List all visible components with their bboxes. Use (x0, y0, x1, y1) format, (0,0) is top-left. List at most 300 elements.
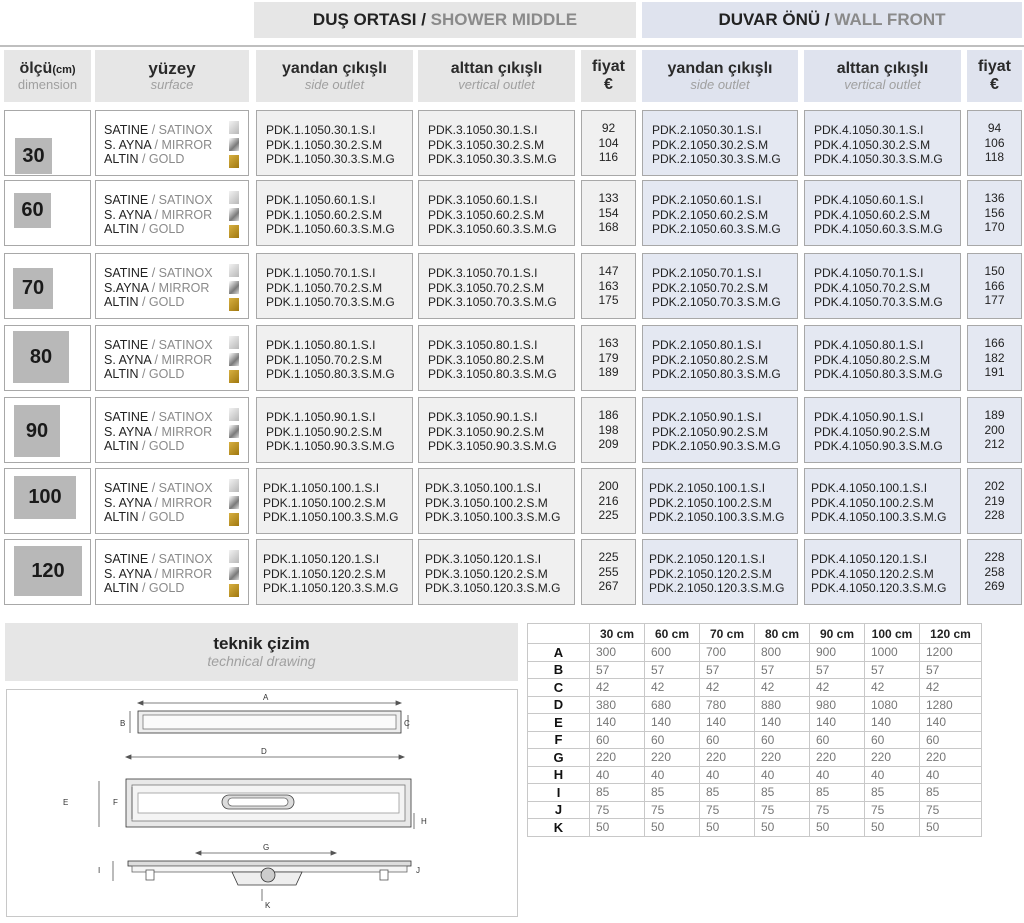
price-value: 94 (987, 121, 1002, 135)
header-wall-price-tr: fiyat (978, 58, 1011, 76)
code-list (425, 481, 560, 525)
header-surface-en: surface (150, 77, 194, 93)
surface-list (104, 338, 213, 382)
surface-tr: SATINE (104, 338, 149, 352)
dim-column-header: 60 cm (645, 624, 700, 644)
surface-swatch (229, 264, 239, 277)
wall-vertical-outlet-cell (804, 253, 961, 319)
price-value: 106 (984, 135, 1005, 150)
dim-row-label: F (528, 731, 590, 749)
surface-swatch (229, 496, 239, 509)
middle-price-cell (581, 180, 636, 246)
wall-price-cell (967, 180, 1022, 246)
surface-en-text: MIRROR (161, 495, 213, 510)
dim-value: 980 (810, 696, 865, 714)
surface-tr: SATINE (104, 481, 149, 495)
surface-swatch (229, 584, 239, 597)
middle-side-outlet-cell (256, 110, 413, 176)
product-code: PDK.2.1050.80.3.S.M.G (652, 367, 781, 381)
wall-side-outlet-cell (642, 468, 798, 534)
dim-value: 57 (920, 661, 982, 679)
surface-en-text: GOLD (148, 581, 185, 595)
dim-value: 220 (810, 749, 865, 767)
surface-en: / MIRROR (151, 495, 213, 510)
product-code: PDK.3.1050.100.1.S.I (425, 481, 542, 495)
dim-row (528, 714, 982, 732)
product-code: PDK.1.1050.80.3.S.M.G (266, 367, 395, 381)
code-list (428, 266, 557, 310)
price-value: 219 (984, 493, 1005, 508)
header-wall-vert-en: vertical outlet (844, 76, 921, 92)
code-list (263, 481, 398, 525)
technical-drawing-title (5, 623, 518, 681)
dim-value: 57 (645, 661, 700, 679)
surface-en-text: GOLD (148, 510, 185, 524)
product-code: PDK.2.1050.90.3.S.M.G (652, 439, 781, 453)
dim-value: 600 (645, 644, 700, 662)
surface-tr: ALTIN (104, 510, 139, 524)
middle-vertical-outlet-cell (418, 253, 575, 319)
product-code: PDK.4.1050.90.1.S.I (814, 410, 924, 424)
product-code: PDK.2.1050.100.2.S.M (649, 495, 772, 510)
header-rule (0, 45, 1024, 47)
product-code: PDK.3.1050.80.3.S.M.G (428, 367, 557, 381)
dim-value: 40 (865, 766, 920, 784)
product-code: PDK.4.1050.30.1.S.I (814, 123, 924, 137)
dim-corner (528, 624, 590, 644)
product-code: PDK.1.1050.100.1.S.I (263, 481, 380, 495)
drawing-label-d: D (261, 747, 267, 756)
drawing-label-h: H (421, 817, 427, 826)
surface-en: / GOLD (138, 510, 185, 524)
surface-en: / MIRROR (151, 137, 213, 152)
size-cell (4, 468, 91, 534)
code-list (266, 266, 395, 310)
middle-price-cell (581, 539, 636, 605)
product-code: PDK.2.1050.60.3.S.M.G (652, 222, 781, 236)
dim-value: 60 (920, 731, 982, 749)
surface-cell (95, 180, 249, 246)
surface-en-text: GOLD (148, 367, 185, 381)
surface-en-text: SATINOX (158, 410, 213, 424)
price-value: 212 (984, 437, 1005, 451)
code-list (814, 193, 943, 237)
dim-value: 57 (590, 661, 645, 679)
price-value: 258 (984, 564, 1005, 579)
product-code: PDK.1.1050.120.3.S.M.G (263, 581, 399, 595)
surface-item (104, 123, 213, 138)
surface-en: / MIRROR (151, 424, 213, 439)
header-mid-side (256, 50, 413, 102)
price-value: 170 (984, 220, 1005, 234)
surface-swatch (229, 336, 239, 349)
surface-tr: S. AYNA (104, 207, 152, 222)
dim-row (528, 644, 982, 662)
product-code: PDK.2.1050.70.1.S.I (652, 266, 762, 280)
product-code: PDK.1.1050.30.1.S.I (266, 123, 376, 137)
dim-value: 85 (755, 784, 810, 802)
price-list (582, 550, 635, 594)
product-code: PDK.1.1050.90.1.S.I (266, 410, 376, 424)
size-cell (4, 253, 91, 319)
surface-en-text: GOLD (148, 295, 185, 309)
dim-value: 140 (865, 714, 920, 732)
surface-swatch (229, 550, 239, 563)
product-code: PDK.4.1050.60.3.S.M.G (814, 222, 943, 236)
price-list (582, 408, 635, 452)
dim-value: 780 (700, 696, 755, 714)
header-wall-vert (804, 50, 961, 102)
drawing-label-b: B (120, 719, 126, 728)
header-mid-side-tr: yandan çıkışlı (282, 60, 387, 78)
dim-value: 880 (755, 696, 810, 714)
price-value: 189 (984, 408, 1005, 422)
dim-value: 60 (700, 731, 755, 749)
product-code: PDK.2.1050.80.2.S.M (652, 352, 769, 367)
price-value: 177 (984, 293, 1005, 307)
dim-value: 40 (645, 766, 700, 784)
size-value: 70 (13, 268, 53, 309)
surface-list (104, 481, 213, 525)
drawing-label-f: F (113, 798, 118, 807)
code-list (814, 266, 943, 310)
dim-value: 1200 (920, 644, 982, 662)
surface-item (104, 281, 213, 296)
surface-en-text: SATINOX (158, 266, 213, 280)
technical-drawing (6, 689, 518, 917)
code-list (814, 410, 943, 454)
product-code: PDK.3.1050.120.2.S.M (425, 566, 548, 581)
product-code: PDK.1.1050.120.1.S.I (263, 552, 380, 566)
dim-value: 57 (810, 661, 865, 679)
price-value: 189 (598, 365, 619, 379)
dim-row (528, 801, 982, 819)
surface-en: / MIRROR (148, 280, 210, 295)
surface-item (104, 510, 213, 525)
product-code: PDK.1.1050.60.1.S.I (266, 193, 376, 207)
dim-value: 300 (590, 644, 645, 662)
drawing-label-k: K (265, 901, 271, 910)
dim-value: 50 (590, 819, 645, 837)
dim-column-header: 120 cm (920, 624, 982, 644)
drawing-label-a: A (263, 693, 269, 702)
product-code: PDK.4.1050.100.2.S.M (811, 495, 934, 510)
dim-header-row (528, 624, 982, 644)
dim-row-label: K (528, 819, 590, 837)
surface-swatch (229, 191, 239, 204)
surface-item (104, 425, 213, 440)
price-value: 147 (598, 264, 619, 278)
code-list (428, 338, 557, 382)
dim-value: 42 (645, 679, 700, 697)
dim-value: 85 (810, 784, 865, 802)
surface-en: / GOLD (138, 295, 185, 309)
surface-en-text: MIRROR (161, 137, 213, 152)
surface-tr: S. AYNA (104, 424, 152, 439)
surface-swatch (229, 370, 239, 383)
product-code: PDK.1.1050.70.2.S.M (266, 352, 383, 367)
price-value: 104 (598, 135, 619, 150)
middle-vertical-outlet-cell (418, 397, 575, 463)
product-code: PDK.1.1050.100.2.S.M (263, 495, 386, 510)
price-value: 150 (984, 264, 1005, 278)
banner-wall-sep: / (820, 10, 835, 29)
price-value: 269 (984, 579, 1005, 593)
header-surface (95, 50, 249, 102)
surface-item (104, 367, 213, 382)
wall-vertical-outlet-cell (804, 110, 961, 176)
product-code: PDK.4.1050.70.2.S.M (814, 280, 931, 295)
product-code: PDK.2.1050.70.2.S.M (652, 280, 769, 295)
price-value: 200 (598, 479, 619, 493)
price-list (582, 264, 635, 308)
surface-en: / GOLD (138, 152, 185, 166)
surface-item (104, 567, 213, 582)
dim-value: 220 (700, 749, 755, 767)
middle-vertical-outlet-cell (418, 110, 575, 176)
code-list (266, 410, 395, 454)
product-code: PDK.2.1050.120.1.S.I (649, 552, 766, 566)
dim-value: 140 (700, 714, 755, 732)
dim-value: 60 (810, 731, 865, 749)
product-code: PDK.3.1050.120.1.S.I (425, 552, 542, 566)
dim-value: 40 (810, 766, 865, 784)
header-mid-vert-en: vertical outlet (458, 76, 535, 92)
wall-side-outlet-cell (642, 539, 798, 605)
middle-vertical-outlet-cell (418, 468, 575, 534)
dim-value: 50 (865, 819, 920, 837)
surface-tr: SATINE (104, 193, 149, 207)
product-code: PDK.4.1050.100.3.S.M.G (811, 510, 947, 524)
dim-row (528, 731, 982, 749)
drawing-label-e: E (63, 798, 69, 807)
price-value: 156 (984, 205, 1005, 220)
surface-tr: S. AYNA (104, 495, 152, 510)
product-code: PDK.1.1050.70.3.S.M.G (266, 295, 395, 309)
drawing-label-g: G (263, 843, 270, 852)
product-code: PDK.3.1050.60.2.S.M (428, 207, 545, 222)
dim-column-header: 70 cm (700, 624, 755, 644)
surface-list (104, 193, 213, 237)
size-value: 120 (14, 546, 82, 596)
header-mid-vert-tr: alttan çıkışlı (450, 60, 543, 78)
dim-value: 42 (865, 679, 920, 697)
price-value: 182 (984, 350, 1005, 365)
price-value: 154 (598, 205, 619, 220)
surface-en-text: MIRROR (161, 566, 213, 581)
surface-list (104, 552, 213, 596)
code-list (814, 123, 943, 167)
product-code: PDK.3.1050.100.3.S.M.G (425, 510, 561, 524)
dim-value: 140 (645, 714, 700, 732)
size-cell (4, 325, 91, 391)
product-code: PDK.3.1050.90.2.S.M (428, 424, 545, 439)
size-value: 30 (15, 138, 52, 174)
code-list (266, 123, 395, 167)
surface-swatch (229, 225, 239, 238)
wall-side-outlet-cell (642, 253, 798, 319)
product-code: PDK.2.1050.60.2.S.M (652, 207, 769, 222)
product-code: PDK.2.1050.90.2.S.M (652, 424, 769, 439)
surface-en-text: SATINOX (158, 481, 213, 495)
wall-vertical-outlet-cell (804, 468, 961, 534)
code-list (266, 338, 395, 382)
price-value: 228 (984, 508, 1005, 522)
code-list (811, 481, 946, 525)
code-list (652, 338, 781, 382)
header-mid-price-sym: € (604, 76, 613, 93)
product-code: PDK.3.1050.120.3.S.M.G (425, 581, 561, 595)
surface-tr: ALTIN (104, 581, 139, 595)
dim-value: 75 (865, 801, 920, 819)
price-value: 186 (598, 408, 619, 422)
price-list (968, 550, 1021, 594)
dim-value: 75 (645, 801, 700, 819)
middle-vertical-outlet-cell (418, 539, 575, 605)
header-mid-price-tr: fiyat (592, 58, 625, 76)
wall-side-outlet-cell (642, 110, 798, 176)
banner-middle-sep: / (416, 10, 431, 29)
surface-item (104, 222, 213, 237)
wall-vertical-outlet-cell (804, 180, 961, 246)
dim-row-label: D (528, 696, 590, 714)
surface-tr: S.AYNA (104, 280, 149, 295)
dim-column-header: 30 cm (590, 624, 645, 644)
product-code: PDK.3.1050.30.2.S.M (428, 137, 545, 152)
product-code: PDK.4.1050.80.3.S.M.G (814, 367, 943, 381)
surface-en: / SATINOX (148, 338, 213, 352)
surface-swatch (229, 281, 239, 294)
wall-price-cell (967, 397, 1022, 463)
product-code: PDK.4.1050.90.2.S.M (814, 424, 931, 439)
wall-vertical-outlet-cell (804, 325, 961, 391)
dim-value: 85 (590, 784, 645, 802)
header-size-en: dimension (17, 76, 78, 92)
price-value: 267 (598, 579, 619, 593)
middle-side-outlet-cell (256, 180, 413, 246)
code-list (652, 410, 781, 454)
dim-value: 75 (755, 801, 810, 819)
price-value: 116 (598, 150, 619, 164)
dim-value: 380 (590, 696, 645, 714)
price-list (582, 479, 635, 523)
surface-en: / SATINOX (148, 481, 213, 495)
product-code: PDK.4.1050.30.3.S.M.G (814, 152, 943, 166)
price-value: 228 (984, 550, 1005, 564)
dim-value: 50 (920, 819, 982, 837)
surface-en: / MIRROR (151, 566, 213, 581)
code-list (814, 338, 943, 382)
price-list (968, 336, 1021, 380)
surface-item (104, 193, 213, 208)
dim-row-label: C (528, 679, 590, 697)
product-code: PDK.1.1050.60.2.S.M (266, 207, 383, 222)
product-code: PDK.3.1050.70.3.S.M.G (428, 295, 557, 309)
dim-value: 75 (810, 801, 865, 819)
price-value: 209 (598, 437, 619, 451)
dim-value: 57 (700, 661, 755, 679)
dim-value: 140 (810, 714, 865, 732)
size-cell (4, 539, 91, 605)
header-size-unit: (cm) (52, 64, 76, 77)
surface-cell (95, 253, 249, 319)
dim-value: 220 (755, 749, 810, 767)
product-code: PDK.1.1050.120.2.S.M (263, 566, 386, 581)
surface-tr: SATINE (104, 123, 149, 137)
dim-row-label: E (528, 714, 590, 732)
surface-en-text: SATINOX (158, 338, 213, 352)
product-code: PDK.4.1050.120.1.S.I (811, 552, 928, 566)
dim-row-label: A (528, 644, 590, 662)
surface-cell (95, 110, 249, 176)
dim-value: 85 (920, 784, 982, 802)
size-cell (4, 110, 91, 176)
dim-value: 57 (865, 661, 920, 679)
wall-vertical-outlet-cell (804, 397, 961, 463)
price-value: 175 (598, 293, 619, 307)
surface-item (104, 353, 213, 368)
price-list (968, 408, 1021, 452)
product-code: PDK.3.1050.90.1.S.I (428, 410, 538, 424)
drawing-label-i: I (98, 866, 101, 875)
product-code: PDK.2.1050.100.3.S.M.G (649, 510, 785, 524)
middle-side-outlet-cell (256, 397, 413, 463)
dim-value: 220 (590, 749, 645, 767)
header-mid-vert (418, 50, 575, 102)
product-code: PDK.4.1050.70.3.S.M.G (814, 295, 943, 309)
surface-en: / GOLD (138, 581, 185, 595)
dim-row (528, 661, 982, 679)
surface-item (104, 266, 213, 281)
dim-row (528, 819, 982, 837)
surface-tr: ALTIN (104, 439, 139, 453)
surface-tr: ALTIN (104, 367, 139, 381)
surface-item (104, 481, 213, 496)
surface-en-text: SATINOX (158, 123, 213, 137)
wall-price-cell (967, 253, 1022, 319)
size-cell (4, 397, 91, 463)
surface-en: / SATINOX (148, 410, 213, 424)
surface-swatch (229, 208, 239, 221)
surface-en-text: MIRROR (161, 207, 213, 222)
product-code: PDK.3.1050.60.1.S.I (428, 193, 538, 207)
surface-en-text: MIRROR (161, 352, 213, 367)
product-code: PDK.4.1050.30.2.S.M (814, 137, 931, 152)
price-value: 202 (984, 479, 1005, 493)
dim-value: 60 (755, 731, 810, 749)
code-list (652, 266, 781, 310)
dim-value: 42 (700, 679, 755, 697)
product-code: PDK.4.1050.120.2.S.M (811, 566, 934, 581)
header-mid-side-en: side outlet (304, 76, 365, 92)
surface-item (104, 152, 213, 167)
price-list (968, 479, 1021, 523)
surface-tr: ALTIN (104, 152, 139, 166)
product-code: PDK.1.1050.100.3.S.M.G (263, 510, 399, 524)
code-list (649, 481, 784, 525)
dim-value: 700 (700, 644, 755, 662)
surface-tr: S. AYNA (104, 137, 152, 152)
dim-value: 42 (810, 679, 865, 697)
header-wall-price-sym: € (990, 76, 999, 93)
surface-en-text: GOLD (148, 152, 185, 166)
price-value: 179 (598, 350, 619, 365)
surface-item (104, 208, 213, 223)
price-list (582, 121, 635, 165)
product-code: PDK.3.1050.70.2.S.M (428, 280, 545, 295)
code-list (428, 123, 557, 167)
dim-value: 40 (590, 766, 645, 784)
